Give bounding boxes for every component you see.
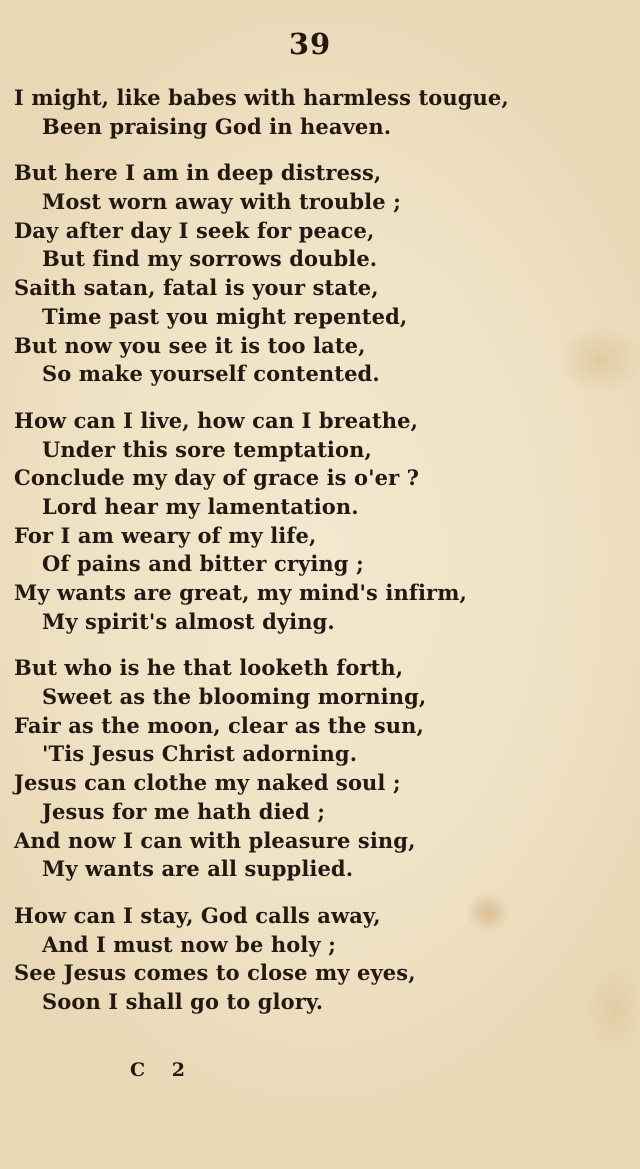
stanza — [14, 902, 626, 1017]
poem-line: My spirit's almost dying. — [42, 608, 335, 634]
stanza — [14, 159, 626, 389]
poem-line: So make yourself contented. — [42, 361, 380, 387]
poem-line: Day after day I seek for peace, — [14, 217, 375, 243]
poem-line: Fair as the moon, clear as the sun, — [14, 712, 424, 738]
poem-line: 'Tis Jesus Christ adorning. — [42, 741, 358, 767]
poem-line: Lord hear my lamentation. — [42, 493, 359, 519]
poem-line: And now I can with pleasure sing, — [14, 827, 416, 853]
poem-line: Been praising God in heaven. — [42, 113, 392, 139]
stanza — [14, 84, 626, 141]
poem-line: See Jesus comes to close my eyes, — [14, 960, 416, 986]
poem-line: Saith satan, fatal is your state, — [14, 275, 379, 301]
poem-line: Sweet as the blooming morning, — [42, 684, 427, 710]
poem-line: But find my sorrows double. — [42, 246, 378, 272]
stanza — [14, 407, 626, 637]
poem-line: My wants are great, my mind's infirm, — [14, 580, 467, 605]
poem-line: And I must now be holy ; — [42, 931, 336, 957]
poem-line: Conclude my day of grace is o'er ? — [14, 465, 420, 491]
poem-body — [14, 84, 626, 1035]
page-number: 39 — [288, 27, 332, 61]
poem-line: But who is he that looketh forth, — [14, 655, 404, 681]
poem-line: But now you see it is too late, — [14, 332, 366, 358]
poem-line: Jesus can clothe my naked soul ; — [14, 770, 401, 796]
poem-line: For I am weary of my life, — [14, 522, 317, 548]
poem-line: My wants are all supplied. — [42, 856, 354, 882]
poem-line: How can I live, how can I breathe, — [14, 407, 419, 433]
poem-line: Jesus for me hath died ; — [42, 798, 326, 824]
poem-line: Under this sore temptation, — [42, 436, 372, 462]
signature-mark: C 2 — [130, 1059, 195, 1081]
poem-line: Time past you might repented, — [42, 303, 408, 329]
poem-line: Of pains and bitter crying ; — [42, 551, 364, 577]
poem-line: Most worn away with trouble ; — [42, 189, 401, 215]
poem-line: How can I stay, God calls away, — [14, 902, 381, 928]
poem-line: But here I am in deep distress, — [14, 160, 382, 186]
stanza — [14, 654, 626, 884]
poem-line: I might, like babes with harmless tougue, — [14, 85, 509, 110]
poem-line: Soon I shall go to glory. — [42, 988, 324, 1014]
